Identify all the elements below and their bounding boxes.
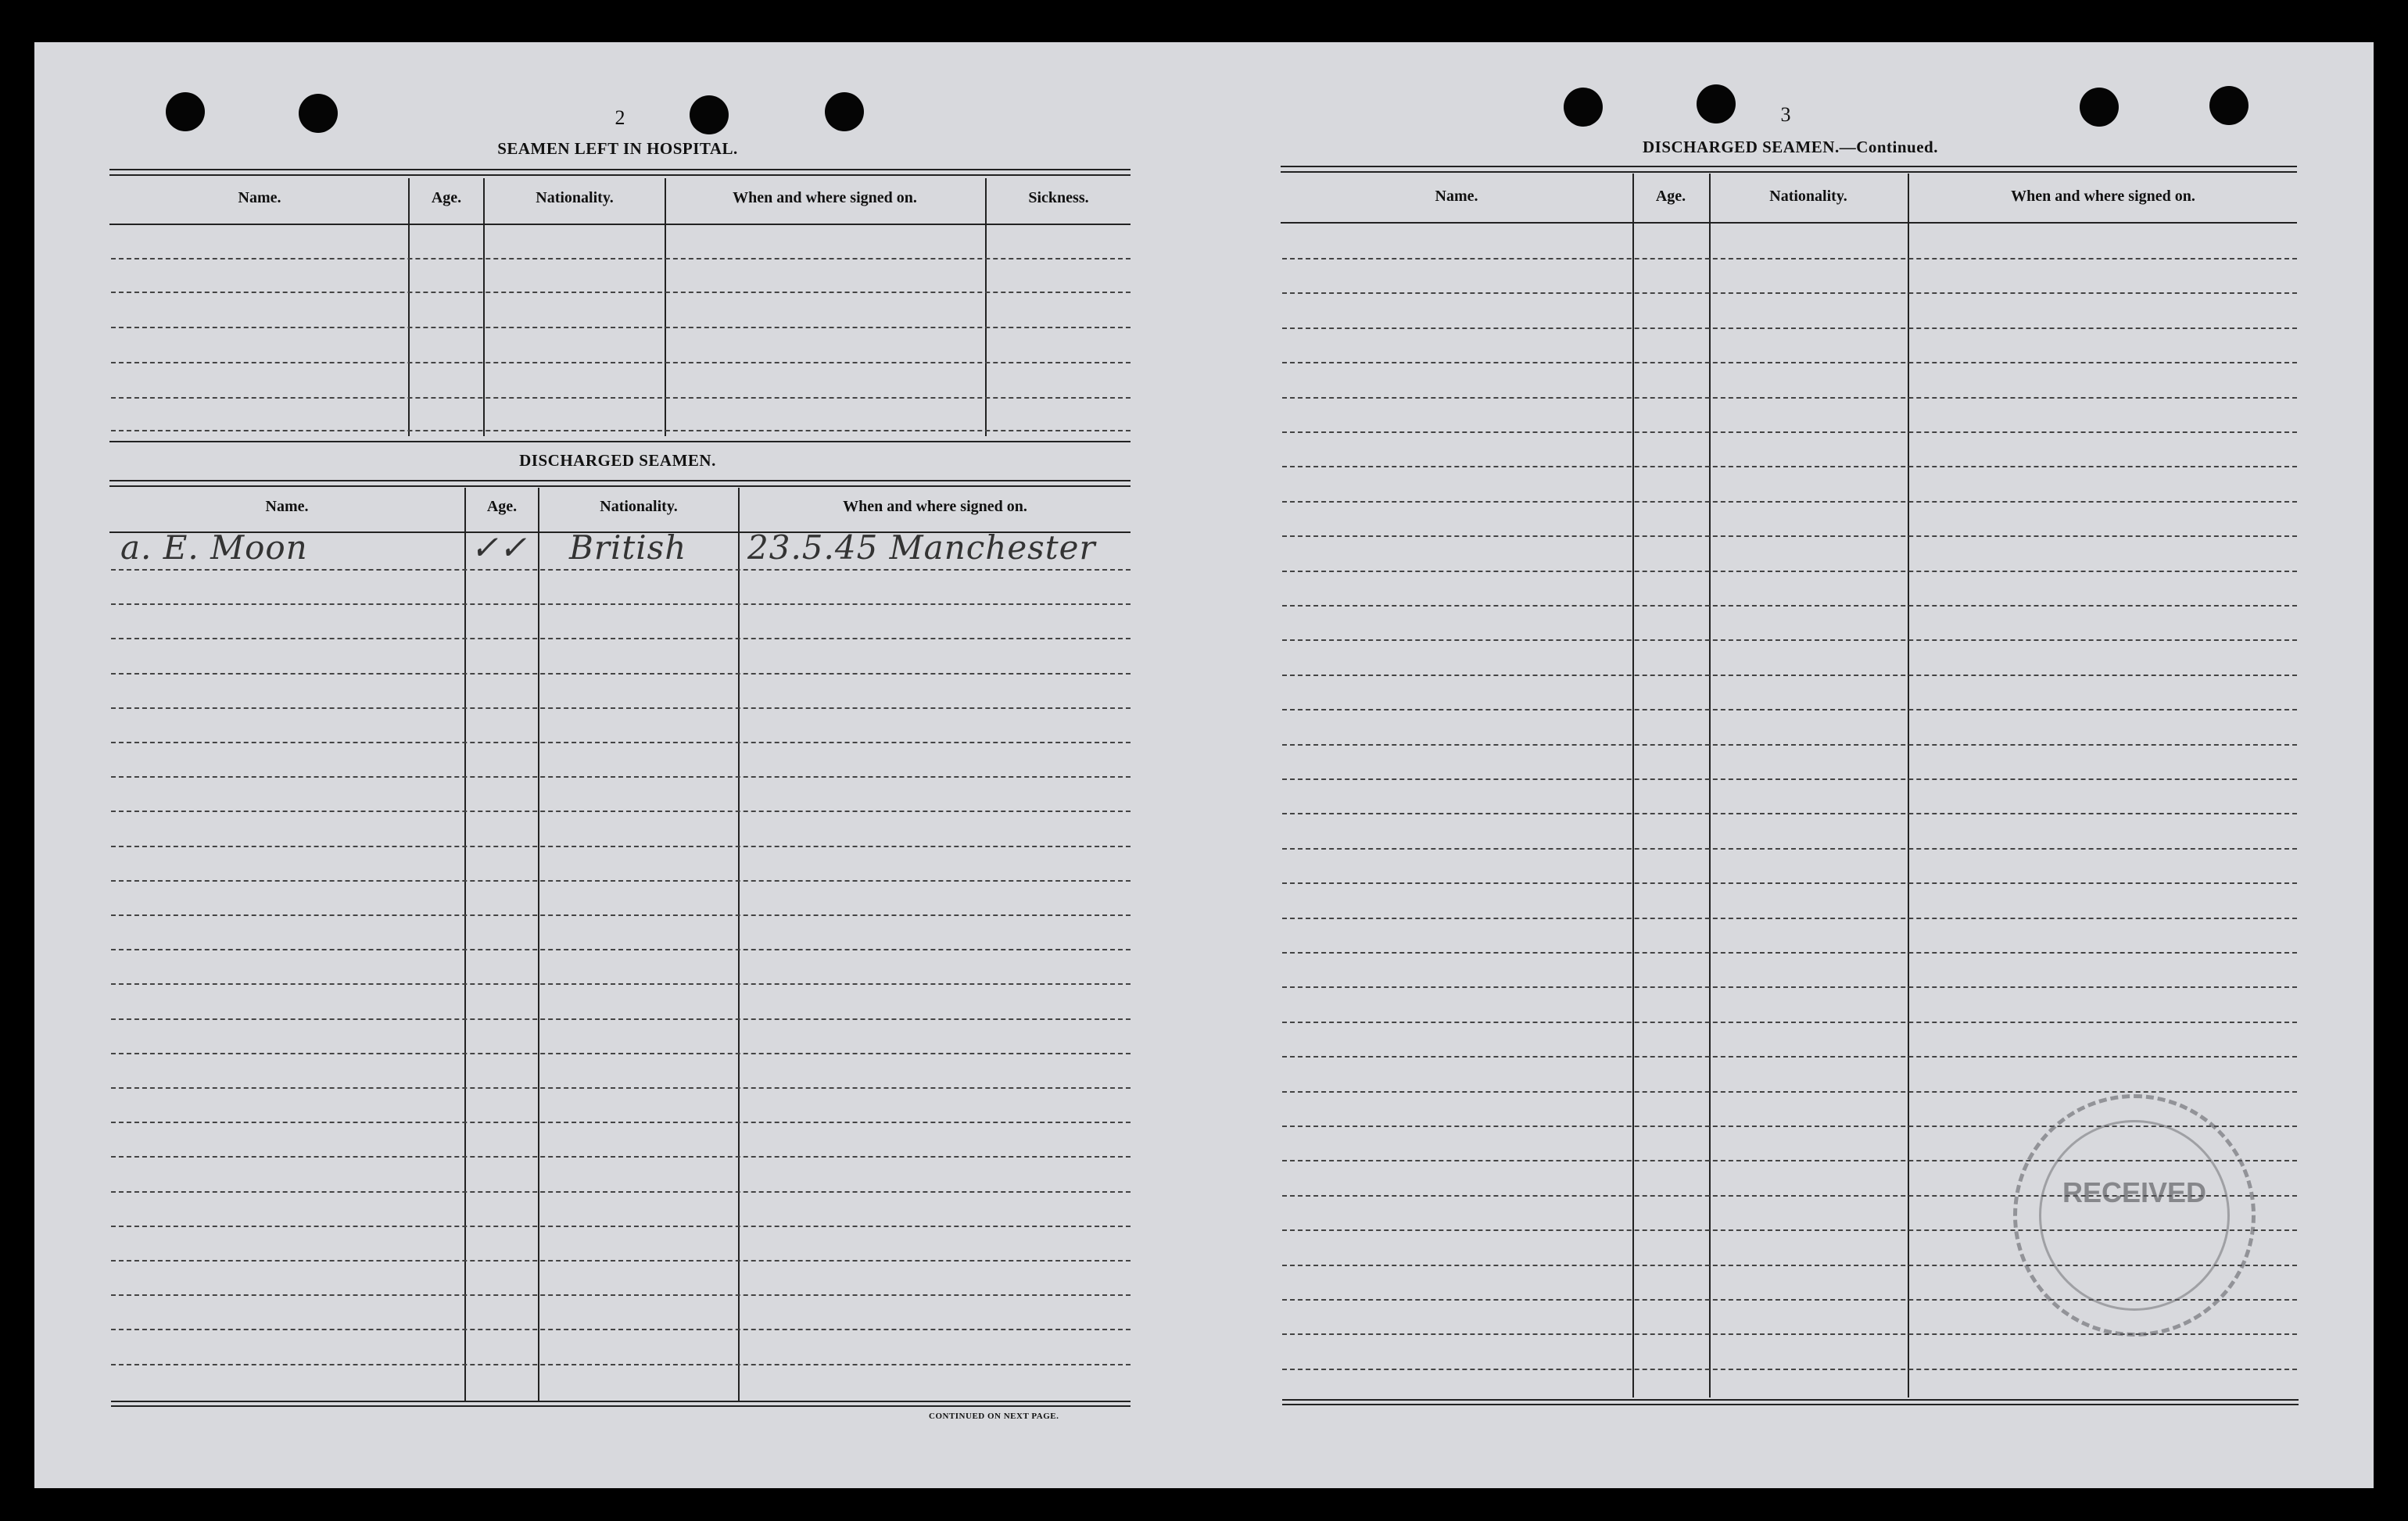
rule: [109, 169, 1131, 176]
row-line: [1282, 709, 2297, 710]
column-divider: [738, 488, 740, 1401]
row-line: [1282, 501, 2297, 503]
row-line: [111, 846, 1131, 847]
row-line: [1282, 431, 2297, 433]
column-divider: [464, 488, 466, 1401]
stamp-word: RECEIVED: [2062, 1176, 2207, 1208]
col-head-nationality: Nationality.: [536, 189, 614, 206]
row-line: [111, 327, 1131, 328]
row-line: [111, 914, 1131, 916]
row-line: [1282, 571, 2297, 572]
row-line: [111, 707, 1131, 709]
row-line: [1282, 535, 2297, 537]
col-head-nationality: Nationality.: [600, 498, 678, 515]
page-number-left: 2: [615, 106, 625, 129]
col-head-age: Age.: [1655, 188, 1686, 205]
row-line: [111, 1122, 1131, 1123]
punch-hole: [166, 92, 205, 131]
continued-note: CONTINUED ON NEXT PAGE.: [929, 1412, 1059, 1421]
discharged-section-title: DISCHARGED SEAMEN.: [519, 451, 716, 470]
row-line: [111, 397, 1131, 399]
row-line: [1282, 882, 2297, 884]
row-line: [111, 1294, 1131, 1296]
row-line: [1282, 918, 2297, 919]
row-line: [1282, 1056, 2297, 1058]
row-line: [111, 430, 1131, 431]
row-line: [1282, 639, 2297, 641]
hospital-section-title: SEAMEN LEFT IN HOSPITAL.: [497, 139, 738, 158]
row-line: [1282, 1091, 2297, 1093]
row-line: [111, 603, 1131, 605]
row-line: [1282, 813, 2297, 814]
row-line: [1282, 397, 2297, 399]
row-line: [1282, 952, 2297, 954]
row-line: [111, 292, 1131, 293]
received-stamp: [2013, 1094, 2256, 1337]
punch-hole: [825, 92, 864, 131]
rule: [111, 1401, 1131, 1402]
rule: [1282, 1404, 2299, 1405]
entry-nationality: British: [569, 528, 687, 567]
punch-hole: [1697, 84, 1736, 123]
rule: [1281, 166, 2297, 173]
punch-hole: [1564, 88, 1603, 127]
col-head-name: Name.: [1435, 188, 1478, 205]
row-line: [1282, 986, 2297, 988]
row-line: [111, 362, 1131, 363]
row-line: [1282, 466, 2297, 467]
stamp-inner-ring: [2039, 1120, 2230, 1311]
punch-hole: [299, 94, 338, 133]
col-head-age: Age.: [486, 498, 518, 515]
col-head-name: Name.: [265, 498, 309, 515]
row-line: [111, 880, 1131, 882]
row-line: [111, 949, 1131, 950]
row-line: [1282, 675, 2297, 676]
col-head-nationality: Nationality.: [1769, 188, 1847, 205]
col-head-name: Name.: [238, 189, 281, 206]
row-line: [1282, 848, 2297, 850]
rule: [109, 441, 1131, 442]
rule: [1282, 1399, 2299, 1401]
row-line: [111, 673, 1131, 675]
row-line: [1282, 605, 2297, 607]
row-line: [1282, 1022, 2297, 1023]
row-line: [111, 776, 1131, 778]
row-line: [111, 638, 1131, 639]
col-head-when-where: When and where signed on.: [733, 189, 917, 206]
punch-hole: [2209, 86, 2249, 125]
row-line: [1282, 744, 2297, 746]
row-line: [1282, 362, 2297, 363]
entry-name: a. E. Moon: [120, 528, 308, 567]
row-line: [111, 742, 1131, 743]
rule: [1281, 222, 2297, 224]
rule: [109, 224, 1131, 225]
page-number-right: 3: [1780, 103, 1791, 126]
row-line: [1282, 258, 2297, 259]
row-line: [1282, 1369, 2297, 1370]
column-divider: [1632, 174, 1634, 1398]
punch-hole: [2080, 88, 2119, 127]
row-line: [1282, 778, 2297, 780]
column-divider: [538, 488, 539, 1401]
punch-hole: [690, 95, 729, 134]
rule: [109, 480, 1131, 487]
row-line: [111, 1053, 1131, 1054]
row-line: [111, 1191, 1131, 1193]
row-line: [111, 569, 1131, 571]
col-head-when-where: When and where signed on.: [843, 498, 1027, 515]
row-line: [111, 258, 1131, 259]
row-line: [111, 1087, 1131, 1089]
col-head-age: Age.: [431, 189, 462, 206]
row-line: [1282, 327, 2297, 329]
discharged-continued-title: DISCHARGED SEAMEN.—Continued.: [1643, 138, 1938, 156]
row-line: [111, 1156, 1131, 1158]
row-line: [111, 1260, 1131, 1262]
row-line: [111, 1226, 1131, 1227]
row-line: [1282, 292, 2297, 294]
col-head-when-where: When and where signed on.: [2011, 188, 2195, 205]
entry-signed-on: 23.5.45 Manchester: [747, 528, 1096, 567]
row-line: [111, 1018, 1131, 1020]
col-head-sickness: Sickness.: [1028, 189, 1089, 206]
column-divider: [1709, 174, 1711, 1398]
rule: [111, 1405, 1131, 1407]
entry-age-mark: ✓✓: [471, 528, 528, 567]
column-divider: [1908, 174, 1909, 1398]
row-line: [111, 983, 1131, 985]
row-line: [111, 1364, 1131, 1365]
row-line: [111, 811, 1131, 812]
row-line: [111, 1329, 1131, 1330]
